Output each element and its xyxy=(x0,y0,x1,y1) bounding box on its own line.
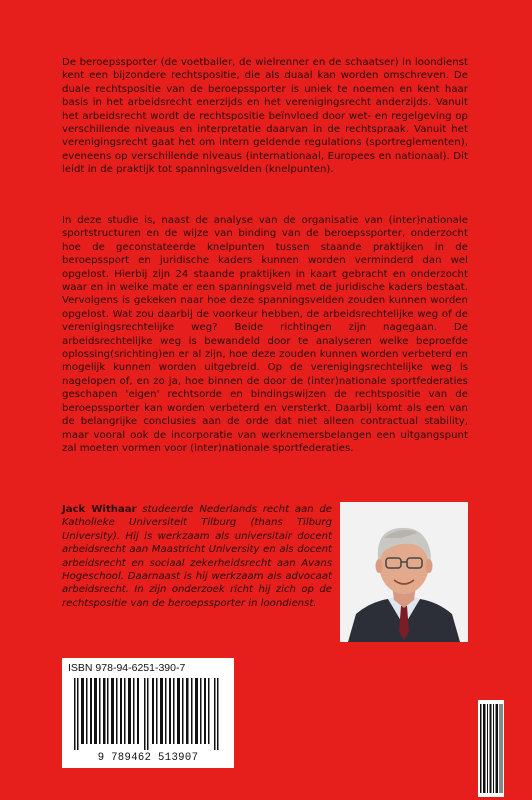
blurb-paragraph-2: In deze studie is, naast de analyse van de organisatie van (inter)nationale sportstructuren en de wijze van binding van de beroepssporter, onderzocht hoe de geconstateerde knelpunten tussen staande praktijken in de beroepssport en juridische kaders kunnen worden verminderd dan wel opgelost. Hierbij zijn 24 staande praktijken in kaart gebracht en onderzocht waar en in welke mate er een spanningsveld met de juridische kaders bestaat. Vervolgens is gekeken naar hoe deze spanningsvelden zouden kunnen worden opgelost. Wat zou daarbij de voorkeur hebben, de arbeidsrechtelijke weg of de verenigingsrechtelijke weg? Beide richtingen zijn nagegaan. De arbeidsrechtelijke weg is bewandeld door te analyseren welke beproefde oplossing(srichting)en er al zijn, hoe deze zouden kunnen worden verbeterd en mogelijk kunnen worden uitgebreid. Op de verenigingsrechtelijke weg is nagelopen of, en zo ja, hoe binnen de door de (inter)nationale sportfederaties geschapen 'eigen' rechtsorde en bindingswijzen de rechtspositie van de beroepssporter kan worden verbeterd en versterkt. Daarbij komt als een van de belangrijke conclusies aan de orde dat niet alleen contractual stability, maar vooral ook de incorporatie van werknemersbelangen een uitgangspunt zal moeten vormen voor (inter)nationale sportfederaties. xyxy=(62,215,468,454)
isbn-label: ISBN 978-94-6251-390-7 xyxy=(68,662,186,674)
blurb-paragraph-1: De beroepssporter (de voetballer, de wielrenner en de schaatser) in loondienst kent een bijzondere rechtspositie, die als duaal kan worden omschreven. De duale rechtspositie van de beroepssporter is uniek te noemen en kent haar basis in het arbeidsrecht enerzijds en het verenigingsrecht anderzijds. Vanuit het arbeidsrecht wordt de rechtspositie beïnvloed door wet- en regelgeving op verschillende niveaus en interpretatie daarvan in de rechtspraak. Vanuit het verenigingsrecht gaat het om intern geldende regulations (sportreglementen), eveneens op verschillende niveaus (internationaal, Europees en nationaal). Dit leidt in de praktijk tot spanningsvelden (knelpunten). xyxy=(62,57,468,176)
portrait-photo-icon xyxy=(340,502,468,642)
ean-digits: 9 789462 513907 xyxy=(97,752,199,764)
author-bio-text: studeerde Nederlands recht aan de Katholieke Universiteit Tilburg (thans Tilburg University). Hij is werkzaam als universitair docent arbeidsrecht aan Maastricht University en als docent arbeidsrecht en sociaal zekerheidsrecht aan Avans Hogeschool. Daarnaast is hij werkzaam als advocaat arbeidsrecht. In zijn onderzoek richt hij zich op de rechtspositie van de beroepssporter in loondienst. xyxy=(62,504,333,609)
author-bio xyxy=(62,503,332,610)
author-photo xyxy=(340,502,468,642)
isbn-barcode xyxy=(62,658,234,768)
barcode-icon xyxy=(74,678,222,750)
small-barcode-icon xyxy=(478,700,504,797)
author-name: Jack Withaar xyxy=(62,504,137,515)
